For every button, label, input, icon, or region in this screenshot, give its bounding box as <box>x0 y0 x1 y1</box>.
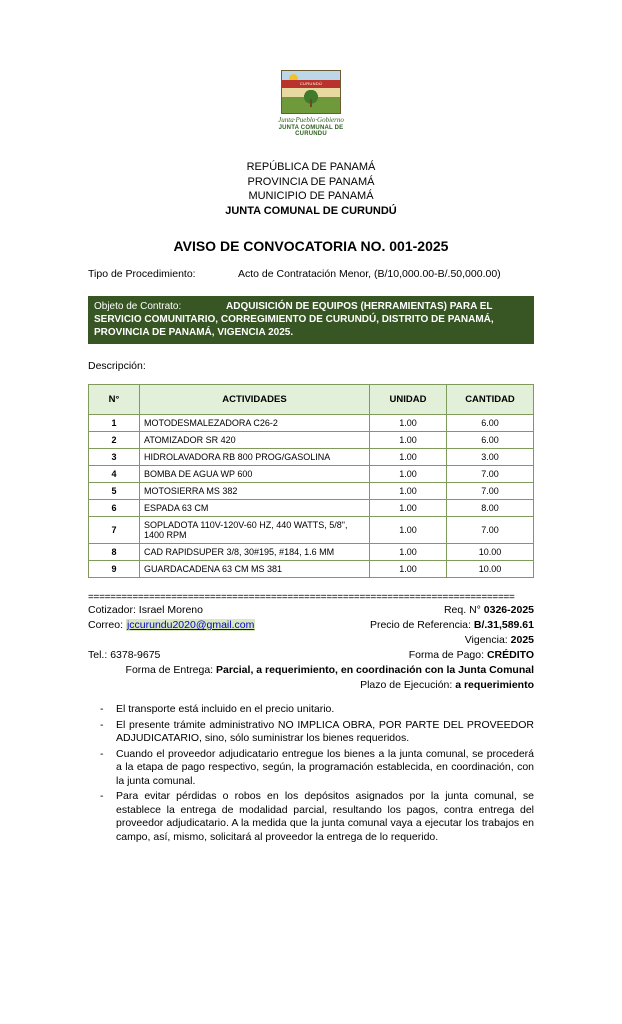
list-item: - El transporte está incluido en el precio unitario. <box>88 703 534 717</box>
email-label: Correo: <box>88 619 124 631</box>
items-table <box>88 384 534 578</box>
list-item: - Para evitar pérdidas o robos en los depósitos asignados por la junta comunal, se establece la entrega de modalidad parcial, resultando los pagos, contra entrega del proveedor adjudicatario. A la medida que la junta comunal vaya a ejecutar los trabajos en campo, así, mismo, solicitará al proveedor la entrega de lo requerido. <box>88 790 534 844</box>
cell-actividad: MOTOSIERRA MS 382 <box>140 483 370 500</box>
email-link[interactable]: jccurundu2020@gmail.com <box>126 619 255 631</box>
execution-label: Plazo de Ejecución: <box>360 679 453 691</box>
cell-cantidad: 7.00 <box>447 517 534 544</box>
cell-unidad: 1.00 <box>370 483 447 500</box>
execution-row <box>88 678 534 693</box>
contract-object-box <box>88 296 534 344</box>
validity-row <box>88 633 534 648</box>
reference-price-label: Precio de Referencia: <box>369 619 471 631</box>
table-header-row <box>89 385 534 415</box>
table-row <box>89 449 534 466</box>
table-row <box>89 432 534 449</box>
heading-municipality: MUNICIPIO DE PANAMÁ <box>248 190 374 202</box>
table-row <box>89 544 534 561</box>
quoter-row <box>88 603 534 618</box>
heading-country: REPÚBLICA DE PANAMÁ <box>246 161 376 173</box>
cell-no: 6 <box>89 500 140 517</box>
description-label: Descripción: <box>88 360 146 372</box>
payment-label: Forma de Pago: <box>408 649 485 661</box>
crest-band-text: CURUNDÚ <box>299 81 323 86</box>
institution-logo <box>88 0 534 140</box>
request-value: 0326-2025 <box>483 604 534 616</box>
cell-actividad: MOTODESMALEZADORA C26-2 <box>140 415 370 432</box>
column-header-cantidad: CANTIDAD <box>447 385 534 415</box>
cell-no: 5 <box>89 483 140 500</box>
logo-org-name: JUNTA COMUNAL DE CURUNDU <box>278 125 344 137</box>
cell-actividad: BOMBA DE AGUA WP 600 <box>140 466 370 483</box>
table-row <box>89 561 534 578</box>
column-header-unidad: UNIDAD <box>370 385 447 415</box>
email-row <box>88 618 534 633</box>
delivery-label: Forma de Entrega: <box>125 664 214 676</box>
cell-no: 4 <box>89 466 140 483</box>
cell-unidad: 1.00 <box>370 500 447 517</box>
page-title: AVISO DE CONVOCATORIA NO. 001-2025 <box>173 238 449 254</box>
request-label: Req. N° <box>443 604 481 616</box>
cell-actividad: CAD RAPIDSUPER 3/8, 30#195, #184, 1.6 MM <box>140 544 370 561</box>
cell-cantidad: 8.00 <box>447 500 534 517</box>
separator-line: ============================================================================= <box>88 592 515 603</box>
procedure-value: Acto de Contratación Menor, (B/10,000.00-B/.50,000.00) <box>238 268 501 280</box>
cell-unidad: 1.00 <box>370 415 447 432</box>
delivery-row <box>88 663 534 678</box>
quoter-info <box>88 603 203 618</box>
cell-cantidad: 6.00 <box>447 415 534 432</box>
cell-no: 3 <box>89 449 140 466</box>
cell-no: 1 <box>89 415 140 432</box>
cell-cantidad: 10.00 <box>447 561 534 578</box>
cell-actividad: ESPADA 63 CM <box>140 500 370 517</box>
cell-cantidad: 6.00 <box>447 432 534 449</box>
contract-object-value: ADQUISICIÓN DE EQUIPOS (HERRAMIENTAS) PARA EL SERVICIO COMUNITARIO, CORREGIMIENTO DE CURUNDÚ, DISTRITO DE PANAMÁ, PROVINCIA DE PANAMÁ, VIGENCIA 2025. <box>94 301 494 338</box>
quoter-value: Israel Moreno <box>138 604 203 616</box>
cell-cantidad: 10.00 <box>447 544 534 561</box>
contract-object-label: Objeto de Contrato: <box>94 301 182 312</box>
reference-price-info <box>370 618 534 633</box>
cell-actividad: ATOMIZADOR SR 420 <box>140 432 370 449</box>
column-header-no: N° <box>89 385 140 415</box>
table-row <box>89 483 534 500</box>
reference-price-value: B/.31,589.61 <box>473 619 534 631</box>
table-row <box>89 466 534 483</box>
payment-value: CRÉDITO <box>486 649 534 661</box>
coat-of-arms-icon <box>281 70 341 114</box>
quoter-label: Cotizador: <box>88 604 136 616</box>
cell-unidad: 1.00 <box>370 544 447 561</box>
phone-value: 6378-9675 <box>110 649 161 661</box>
payment-info <box>409 648 534 663</box>
cell-no: 7 <box>89 517 140 544</box>
delivery-value: Parcial, a requerimiento, en coordinación con la Junta Comunal <box>216 664 534 676</box>
execution-value: a requerimiento <box>455 679 534 691</box>
phone-row <box>88 648 534 663</box>
notes-list <box>88 703 534 844</box>
cell-no: 9 <box>89 561 140 578</box>
phone-info <box>88 648 160 663</box>
cell-cantidad: 7.00 <box>447 483 534 500</box>
phone-label: Tel.: <box>88 649 108 661</box>
cell-unidad: 1.00 <box>370 517 447 544</box>
heading-province: PROVINCIA DE PANAMÁ <box>247 175 375 188</box>
cell-actividad: SOPLADOTA 110V-120V-60 HZ, 440 WATTS, 5/8", 1400 RPM <box>140 517 370 544</box>
logo-motto: Junta·Pueblo·Gobierno <box>278 116 344 124</box>
cell-unidad: 1.00 <box>370 561 447 578</box>
cell-unidad: 1.00 <box>370 466 447 483</box>
email-info <box>88 618 255 633</box>
table-row <box>89 500 534 517</box>
validity-value: 2025 <box>510 634 534 646</box>
heading-organization: JUNTA COMUNAL DE CURUNDÚ <box>225 204 397 217</box>
document-heading <box>88 160 534 218</box>
request-info <box>444 603 534 618</box>
procedure-row <box>88 268 534 280</box>
list-item: - El presente trámite administrativo NO IMPLICA OBRA, POR PARTE DEL PROVEEDOR ADJUDICATARIO, sino, sólo suministrar los bienes requeridos. <box>88 719 534 746</box>
table-row <box>89 517 534 544</box>
column-header-actividades: ACTIVIDADES <box>140 385 370 415</box>
cell-cantidad: 3.00 <box>447 449 534 466</box>
table-row <box>89 415 534 432</box>
cell-unidad: 1.00 <box>370 432 447 449</box>
cell-unidad: 1.00 <box>370 449 447 466</box>
cell-actividad: GUARDACADENA 63 CM MS 381 <box>140 561 370 578</box>
validity-label: Vigencia: <box>464 634 508 646</box>
cell-no: 8 <box>89 544 140 561</box>
cell-actividad: HIDROLAVADORA RB 800 PROG/GASOLINA <box>140 449 370 466</box>
cell-no: 2 <box>89 432 140 449</box>
cell-cantidad: 7.00 <box>447 466 534 483</box>
procedure-label: Tipo de Procedimiento: <box>88 268 196 280</box>
list-item: - Cuando el proveedor adjudicatario entregue los bienes a la junta comunal, se procederá a la etapa de pago respectivo, según, la programación establecida, en coordinación, con la junta comunal. <box>88 748 534 789</box>
tree-icon <box>302 90 320 107</box>
